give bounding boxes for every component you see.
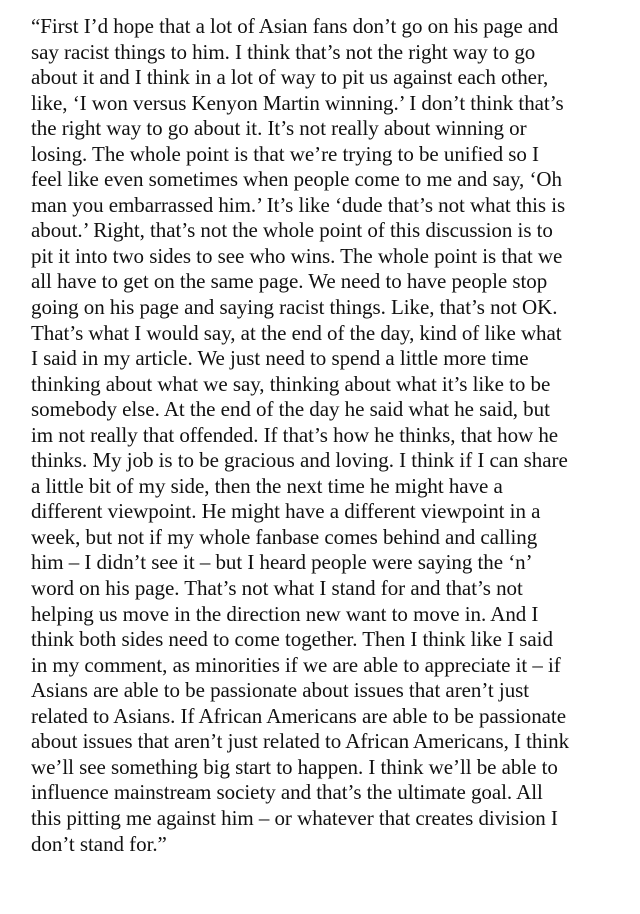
quote-line: Asians are able to be passionate about issues that aren’t just [31,678,530,703]
quote-line: we’ll see something big start to happen. I think we’ll be able to [31,754,558,779]
quote-line: think both sides need to come together. Then I think like I said [31,627,553,652]
quote-text-block [31,14,631,857]
quote-line: about issues that aren’t just related to African Americans, I think [31,729,570,754]
quote-line: like, ‘I won versus Kenyon Martin winning.’ I don’t think that’s [31,90,564,115]
quote-line: related to Asians. If African Americans are able to be passionate [31,703,566,728]
quote-line: word on his page. That’s not what I stand for and that’s not [31,576,523,601]
quote-line: say racist things to him. I think that’s not the right way to go [31,39,536,64]
quote-line: pit it into two sides to see who wins. The whole point is that we [31,243,563,268]
quote-line: going on his page and saying racist things. Like, that’s not OK. [31,295,558,320]
quote-line: feel like even sometimes when people come to me and say, ‘Oh [31,167,562,192]
quote-line: thinks. My job is to be gracious and loving. I think if I can share [31,448,568,473]
quote-line: somebody else. At the end of the day he said what he said, but [31,397,550,422]
quote-line: I said in my article. We just need to spend a little more time [31,346,529,371]
quote-line: different viewpoint. He might have a different viewpoint in a [31,499,541,524]
quote-line: man you embarrassed him.’ It’s like ‘dude that’s not what this is [31,192,566,217]
quote-line: all have to get on the same page. We need to have people stop [31,269,548,294]
quote-line: influence mainstream society and that’s the ultimate goal. All [31,780,543,805]
quote-line: week, but not if my whole fanbase comes behind and calling [31,524,538,549]
quote-line: im not really that offended. If that’s how he thinks, that how he [31,422,559,447]
quote-line: him – I didn’t see it – but I heard people were saying the ‘n’ [31,550,533,575]
quote-line: a little bit of my side, then the next time he might have a [31,473,503,498]
quote-line: about.’ Right, that’s not the whole point of this discussion is to [31,218,553,243]
quote-line: in my comment, as minorities if we are able to appreciate it – if [31,652,561,677]
quote-line: the right way to go about it. It’s not really about winning or [31,116,527,141]
quote-line: “First I’d hope that a lot of Asian fans don’t go on his page and [31,14,559,38]
quote-line: helping us move in the direction new want to move in. And I [31,601,539,626]
quote-line: thinking about what we say, thinking about what it’s like to be [31,371,551,396]
quote-line: don’t stand for.” [31,831,167,856]
quote-line: That’s what I would say, at the end of the day, kind of like what [31,320,562,345]
quote-line: losing. The whole point is that we’re trying to be unified so I [31,141,539,166]
quote-line: this pitting me against him – or whatever that creates division I [31,805,558,830]
quote-line: about it and I think in a lot of way to pit us against each other, [31,65,549,90]
